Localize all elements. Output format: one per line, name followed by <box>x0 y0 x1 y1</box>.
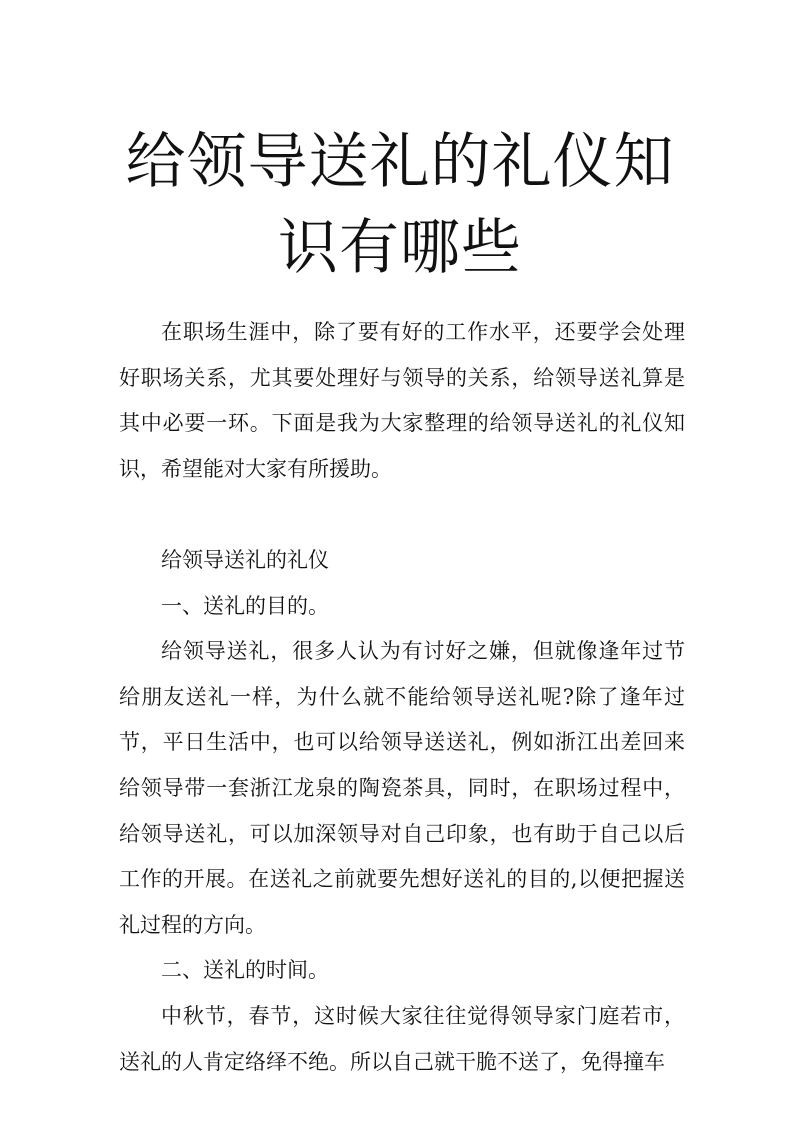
document-title-line-1: 给领导送礼的礼仪知 <box>125 127 675 197</box>
document-body <box>119 310 685 1085</box>
subsection-heading-purpose: 一、送礼的目的。 <box>161 593 329 618</box>
subsection-heading-timing: 二、送礼的时间。 <box>161 958 329 983</box>
intro-paragraph: 在职场生涯中，除了要有好的工作水平，还要学会处理好职场关系，尤其要处理好与领导的关系，给领导送礼算是其中必要一环。下面是我为大家整理的给领导送礼的礼仪知识，希望能对大家有所援助。 <box>119 320 685 481</box>
timing-paragraph: 中秋节，春节，这时候大家往往觉得领导家门庭若市，送礼的人肯定络绎不绝。所以自己就干脆不送了，免得撞车 <box>119 1003 685 1074</box>
section-heading: 给领导送礼的礼仪 <box>161 547 329 572</box>
paragraph-spacer <box>119 492 685 538</box>
document-title-line-2: 识有哪些 <box>278 213 522 283</box>
purpose-paragraph: 给领导送礼，很多人认为有讨好之嫌，但就像逢年过节给朋友送礼一样，为什么就不能给领导送礼呢?除了逢年过节，平日生活中，也可以给领导送送礼，例如浙江出差回来给领导带一套浙江龙泉的陶瓷茶具，同时，在职场过程中，给领导送礼，可以加深领导对自己印象，也有助于自己以后工作的开展。在送礼之前就要先想好送礼的目的,以便把握送礼过程的方向。 <box>119 639 685 937</box>
